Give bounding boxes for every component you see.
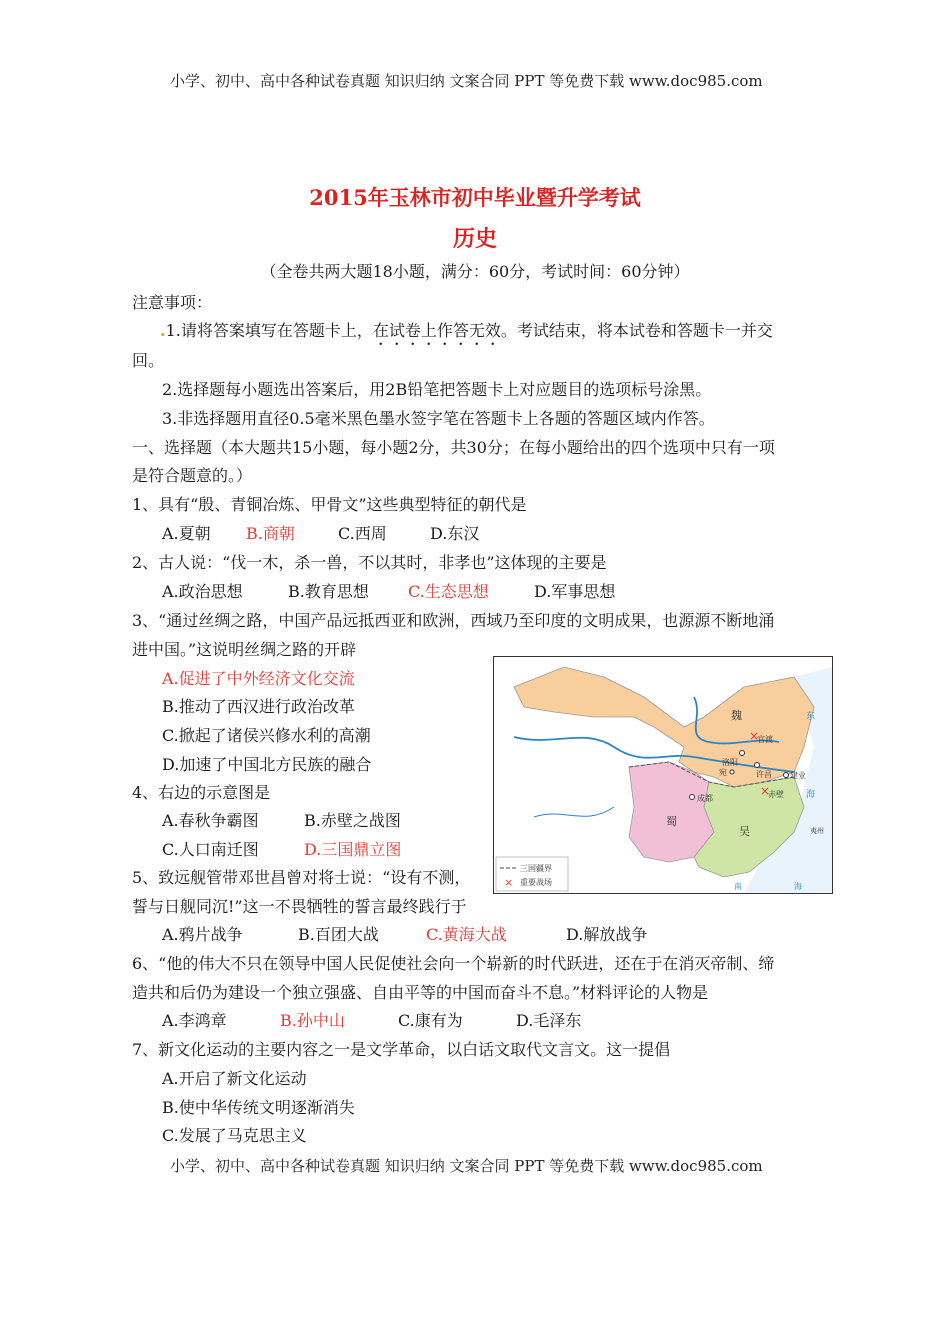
q4-option-c: C.人口南迁图 bbox=[162, 840, 259, 859]
map-svg bbox=[494, 657, 832, 893]
kingdom-wu-label: 吴 bbox=[739, 825, 750, 838]
q6-stem: 6、“他的伟大不只在领导中国人民促使社会向一个崭新的时代跃进，还在于在消灭帝制、缔 bbox=[132, 954, 775, 973]
q5-option-c: C.黄海大战 bbox=[426, 925, 507, 944]
q6-option-b: B.孙中山 bbox=[280, 1011, 345, 1030]
q6-option-d: D.毛泽东 bbox=[516, 1011, 582, 1030]
notice-item-1-part-b: 。考试结束，将本试卷和答题卡一并交 bbox=[500, 321, 773, 340]
q3-option-c: C.掀起了诸侯兴修水利的高潮 bbox=[162, 726, 371, 745]
notice-item-1-cont: 回。 bbox=[132, 351, 165, 370]
three-kingdoms-map bbox=[493, 656, 833, 894]
q4-options-row-1 bbox=[162, 808, 401, 831]
city-chengdu-marker bbox=[690, 795, 695, 800]
q5-option-a: A.鸦片战争 bbox=[162, 925, 243, 944]
section-1-intro-cont: 是符合题意的。） bbox=[132, 466, 253, 485]
notice-item-2: 2.选择题每小题选出答案后，用2B铅笔把答题卡上对应题目的选项标号涂黑。 bbox=[162, 380, 712, 399]
page-footer: 小学、初中、高中各种试卷真题 知识归纳 文案合同 PPT 等免费下载 www.doc985.com bbox=[170, 1157, 763, 1175]
kingdom-shu-label: 蜀 bbox=[666, 815, 677, 828]
kingdom-wei-label: 魏 bbox=[731, 709, 742, 722]
battle-chibi-icon: × bbox=[760, 784, 771, 798]
q4-option-b: B.赤壁之战图 bbox=[304, 811, 401, 830]
mark-dot: . bbox=[160, 321, 166, 340]
q4-options-row-2 bbox=[162, 837, 401, 860]
q5-option-d: D.解放战争 bbox=[566, 925, 648, 944]
sea-label-2: 海 bbox=[806, 790, 816, 800]
q2-options bbox=[162, 579, 615, 602]
sea-label-1: 东 bbox=[806, 712, 816, 722]
q1-option-d: D.东汉 bbox=[430, 524, 480, 543]
q5-stem: 5、致远舰管带邓世昌曾对将士说：“设有不测， bbox=[132, 868, 471, 887]
shu-territory bbox=[629, 762, 714, 862]
city-jianye-label: 建业 bbox=[790, 771, 806, 780]
q7-option-a: A.开启了新文化运动 bbox=[162, 1069, 307, 1088]
sea-label-5: 海 bbox=[794, 882, 802, 891]
q7-option-b: B.使中华传统文明逐渐消失 bbox=[162, 1098, 355, 1117]
q3-stem: 3、“通过丝绸之路，中国产品远抵西亚和欧洲，西域乃至印度的文明成果，也源源不断地涌 bbox=[132, 611, 775, 630]
legend-battle-icon: × bbox=[504, 876, 514, 889]
notice-item-3: 3.非选择题用直径0.5毫米黑色墨水签字笔在答题卡上各题的答题区域内作答。 bbox=[162, 409, 715, 428]
exam-title: 2015年玉林市初中毕业暨升学考试 bbox=[309, 185, 641, 210]
legend-border-label: 三国疆界 bbox=[520, 864, 552, 873]
city-wan-label: 宛 bbox=[719, 768, 727, 777]
city-xuchang-label: 许昌 bbox=[756, 770, 772, 779]
q6-option-c: C.康有为 bbox=[398, 1011, 463, 1030]
city-luoyang-marker bbox=[740, 751, 745, 756]
page-header: 小学、初中、高中各种试卷真题 知识归纳 文案合同 PPT 等免费下载 www.doc985.com bbox=[170, 72, 763, 90]
section-1-intro: 一、选择题（本大题共15小题，每小题2分，共30分；在每小题给出的四个选项中只有一项 bbox=[132, 438, 775, 457]
city-xuchang-marker bbox=[755, 763, 760, 768]
q2-option-c: C.生态思想 bbox=[408, 582, 489, 601]
city-chengdu-label: 成都 bbox=[697, 794, 713, 803]
notice-item-1-part-a: 1.请将答案填写在答题卡上， bbox=[165, 321, 373, 340]
q5-stem-cont: 誓与日舰同沉!”这一不畏牺牲的誓言最终践行于 bbox=[132, 897, 467, 916]
q2-stem: 2、古人说：“伐一木，杀一兽，不以其时，非孝也”这体现的主要是 bbox=[132, 553, 607, 572]
sea-label-4: 南 bbox=[734, 882, 742, 891]
q1-options bbox=[162, 521, 479, 544]
notice-item-1-emphasis: 在试卷上作答无效 bbox=[372, 321, 501, 340]
q3-option-a: A.促进了中外经济文化交流 bbox=[162, 669, 355, 688]
q2-option-a: A.政治思想 bbox=[162, 582, 243, 601]
subject-title: 历史 bbox=[452, 226, 497, 252]
q2-option-d: D.军事思想 bbox=[534, 582, 616, 601]
q1-option-a: A.夏朝 bbox=[162, 524, 211, 543]
q1-option-c: C.西周 bbox=[338, 524, 387, 543]
q3-stem-cont: 进中国。”这说明丝绸之路的开辟 bbox=[132, 640, 357, 659]
legend-battle-label: 重要战场 bbox=[520, 878, 552, 887]
q7-stem: 7、新文化运动的主要内容之一是文学革命，以白话文取代文言文。这一提倡 bbox=[132, 1040, 671, 1059]
city-wan-marker bbox=[730, 770, 734, 774]
q6-option-a: A.李鸿章 bbox=[162, 1011, 227, 1030]
city-luoyang-label: 洛阳 bbox=[722, 758, 738, 767]
q4-stem: 4、右边的示意图是 bbox=[132, 783, 271, 802]
q6-stem-cont: 造共和后仍为建设一个独立强盛、自由平等的中国而奋斗不息。”材料评论的人物是 bbox=[132, 983, 709, 1002]
q7-option-c: C.发展了马克思主义 bbox=[162, 1126, 307, 1145]
q4-option-d: D.三国鼎立图 bbox=[304, 840, 402, 859]
q3-option-b: B.推动了西汉进行政治改革 bbox=[162, 697, 355, 716]
sea-label-3: 夷州 bbox=[810, 827, 824, 835]
q3-option-d: D.加速了中国北方民族的融合 bbox=[162, 755, 372, 774]
battle-guandu-icon: × bbox=[749, 729, 760, 743]
q5-option-b: B.百团大战 bbox=[298, 925, 379, 944]
notice-item-1 bbox=[160, 318, 773, 349]
q4-option-a: A.春秋争霸图 bbox=[162, 811, 259, 830]
city-guandu-label: 官渡 bbox=[757, 735, 773, 744]
q1-stem: 1、具有“殷、青铜冶炼、甲骨文”这些典型特征的朝代是 bbox=[132, 495, 527, 514]
q2-option-b: B.教育思想 bbox=[288, 582, 369, 601]
city-jianye-marker bbox=[784, 773, 789, 778]
city-chibi-label: 赤壁 bbox=[768, 790, 784, 799]
exam-info: （全卷共两大题18小题，满分：60分，考试时间：60分钟） bbox=[260, 262, 690, 281]
notice-heading: 注意事项： bbox=[132, 293, 213, 312]
q5-options bbox=[162, 922, 647, 945]
q6-options bbox=[162, 1008, 581, 1031]
q1-option-b: B.商朝 bbox=[246, 524, 295, 543]
